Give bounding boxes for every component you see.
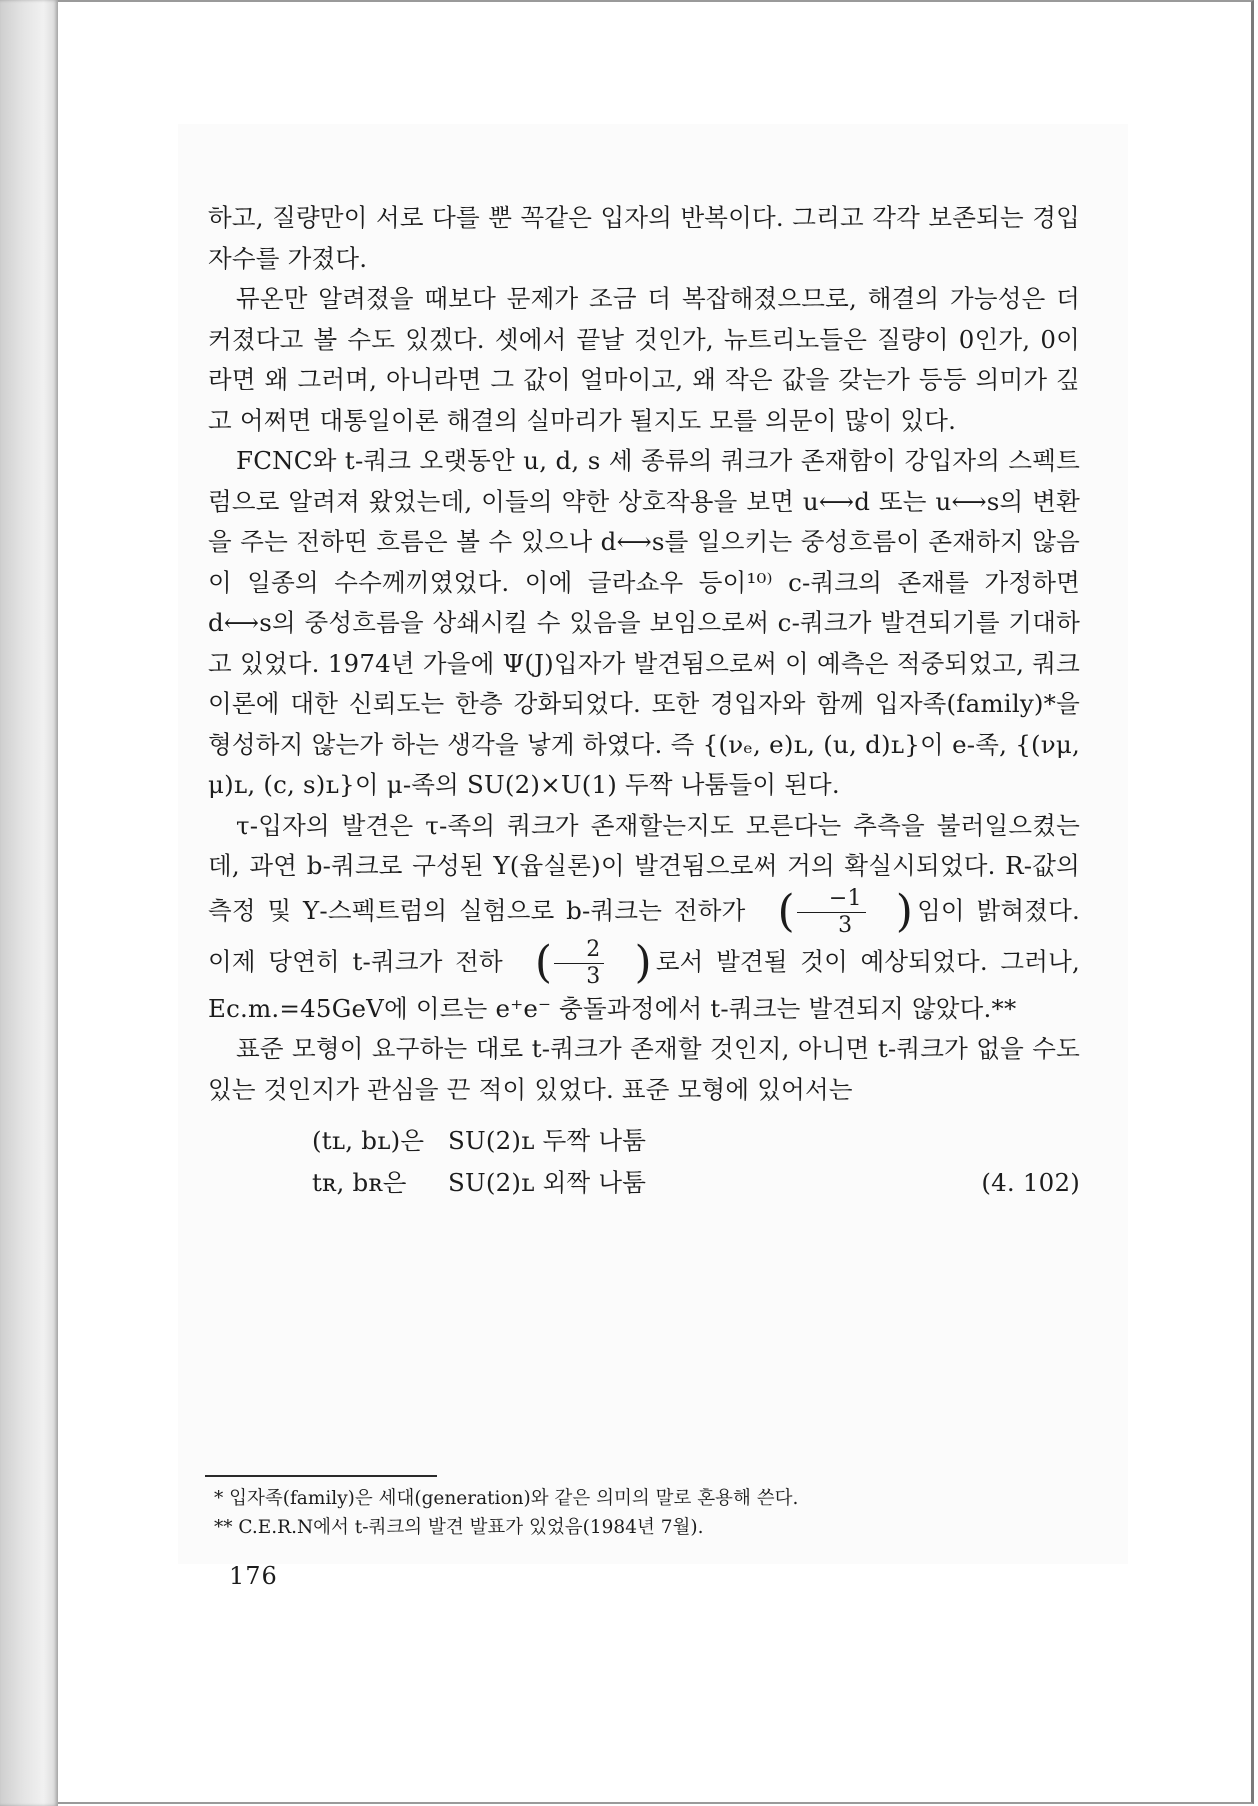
fraction-two-thirds: ( $\frac{2}{3}$ ) (534, 936, 652, 989)
equation-line-1-right: SU(2)ʟ 두짝 나툼 (448, 1125, 647, 1155)
fraction-numerator: 2 (554, 938, 604, 964)
body-text (208, 198, 1080, 1204)
paragraph-standard-model: 표준 모형이 요구하는 대로 t-쿼크가 존재할 것인지, 아니면 t-쿼크가 없을 수도 있는 것인지가 관심을 끈 적이 있었다. 표준 모형에 있어서는 (208, 1034, 1080, 1104)
paragraph-tau-tail: 로서 발견될 것이 예상되었다. 그러나, Ec.m.=45GeV에 이르는 e⁺e⁻ 충돌과정에서 t-쿼크는 발견되지 않았다.** (208, 946, 1081, 1023)
equation-line-2-right: SU(2)ʟ 외짝 나툼 (448, 1167, 647, 1197)
book-spine (0, 0, 58, 1806)
equation-line-2 (208, 1162, 1080, 1204)
paragraph-2: 뮤온만 알려졌을 때보다 문제가 조금 더 복잡해졌으므로, 해결의 가능성은 더 커졌다고 볼 수도 있겠다. 셋에서 끝날 것인가, 뉴트리노들은 질량이 0인가, 0이라면 왜 그러며, 아니라면 그 값이 얼마이고, 왜 작은 값을 갖는가 등등 의미가 깊고 어쩌면 대통일이론 해결의 실마리가 될지도 모를 의문이 많이 있다. (208, 284, 1080, 435)
footnote-rule (205, 1475, 437, 1477)
paragraph-tau (208, 806, 1080, 1030)
fraction-denominator: 3 (838, 912, 853, 938)
fraction-denominator: 3 (586, 963, 601, 989)
fraction-numerator: −1 (797, 887, 866, 913)
footnotes (214, 1484, 1074, 1542)
page-number: 176 (229, 1562, 278, 1590)
equation-line-1-left: (tʟ, bʟ)은 (312, 1125, 425, 1155)
equation-line-2-left: tʀ, bʀ은 (312, 1167, 407, 1197)
fraction-minus-one-third: ( $\frac{-1}{3}$ ) (777, 885, 914, 938)
footnote-1: * 입자족(family)은 세대(generation)와 같은 의미의 말로 혼용해 쓴다. (214, 1488, 799, 1509)
paragraph-tau-text: τ-입자의 발견은 τ-족의 쿼크가 존재할는지도 모른다는 추측을 불러일으켰는데, 과연 b-쿼크로 구성된 Υ(윱실론)이 발견됨으로써 거의 확실시되었다. R-값의 측정 및 Υ-스펙트럼의 실험으로 b-쿼크는 전하가 (208, 810, 1080, 925)
equation-4-102 (208, 1120, 1080, 1204)
equation-line-1 (208, 1120, 1080, 1162)
paragraph-tau-mid: 임이 밝혀졌다. 이제 당연히 t-쿼크가 전하 (208, 895, 1080, 976)
footnote-2: ** C.E.R.N에서 t-쿼크의 발견 발표가 있었음(1984년 7월). (214, 1517, 704, 1538)
equation-number: (4. 102) (981, 1167, 1080, 1197)
paragraph-fcnc: FCNC와 t-쿼크 오랫동안 u, d, s 세 종류의 쿼크가 존재함이 강입자의 스펙트럼으로 알려져 왔었는데, 이들의 약한 상호작용을 보면 u⟷d 또는 u⟷s의 변환을 주는 전하띤 흐름은 볼 수 있으나 d⟷s를 일으키는 중성흐름이 존재하지 않음이 일종의 수수께끼였었다. 이에 글라쇼우 등이¹⁰⁾ c-쿼크의 존재를 가정하면 d⟷s의 중성흐름을 상쇄시킬 수 있음을 보임으로써 c-쿼크가 발견되기를 기대하고 있었다. 1974년 가을에 Ψ(J)입자가 발견됨으로써 이 예측은 적중되었고, 쿼크이론에 대한 신뢰도는 한층 강화되었다. 또한 경입자와 함께 입자족(family)*을 형성하지 않는가 하는 생각을 낳게 하였다. 즉 {(νₑ, e)ʟ, (u, d)ʟ}이 e-족, {(νμ, μ)ʟ, (c, s)ʟ}이 μ-족의 SU(2)×U(1) 두짝 나툼들이 된다. (208, 446, 1080, 799)
paragraph-1: 하고, 질량만이 서로 다를 뿐 꼭같은 입자의 반복이다. 그리고 각각 보존되는 경입자수를 가졌다. (208, 203, 1080, 273)
